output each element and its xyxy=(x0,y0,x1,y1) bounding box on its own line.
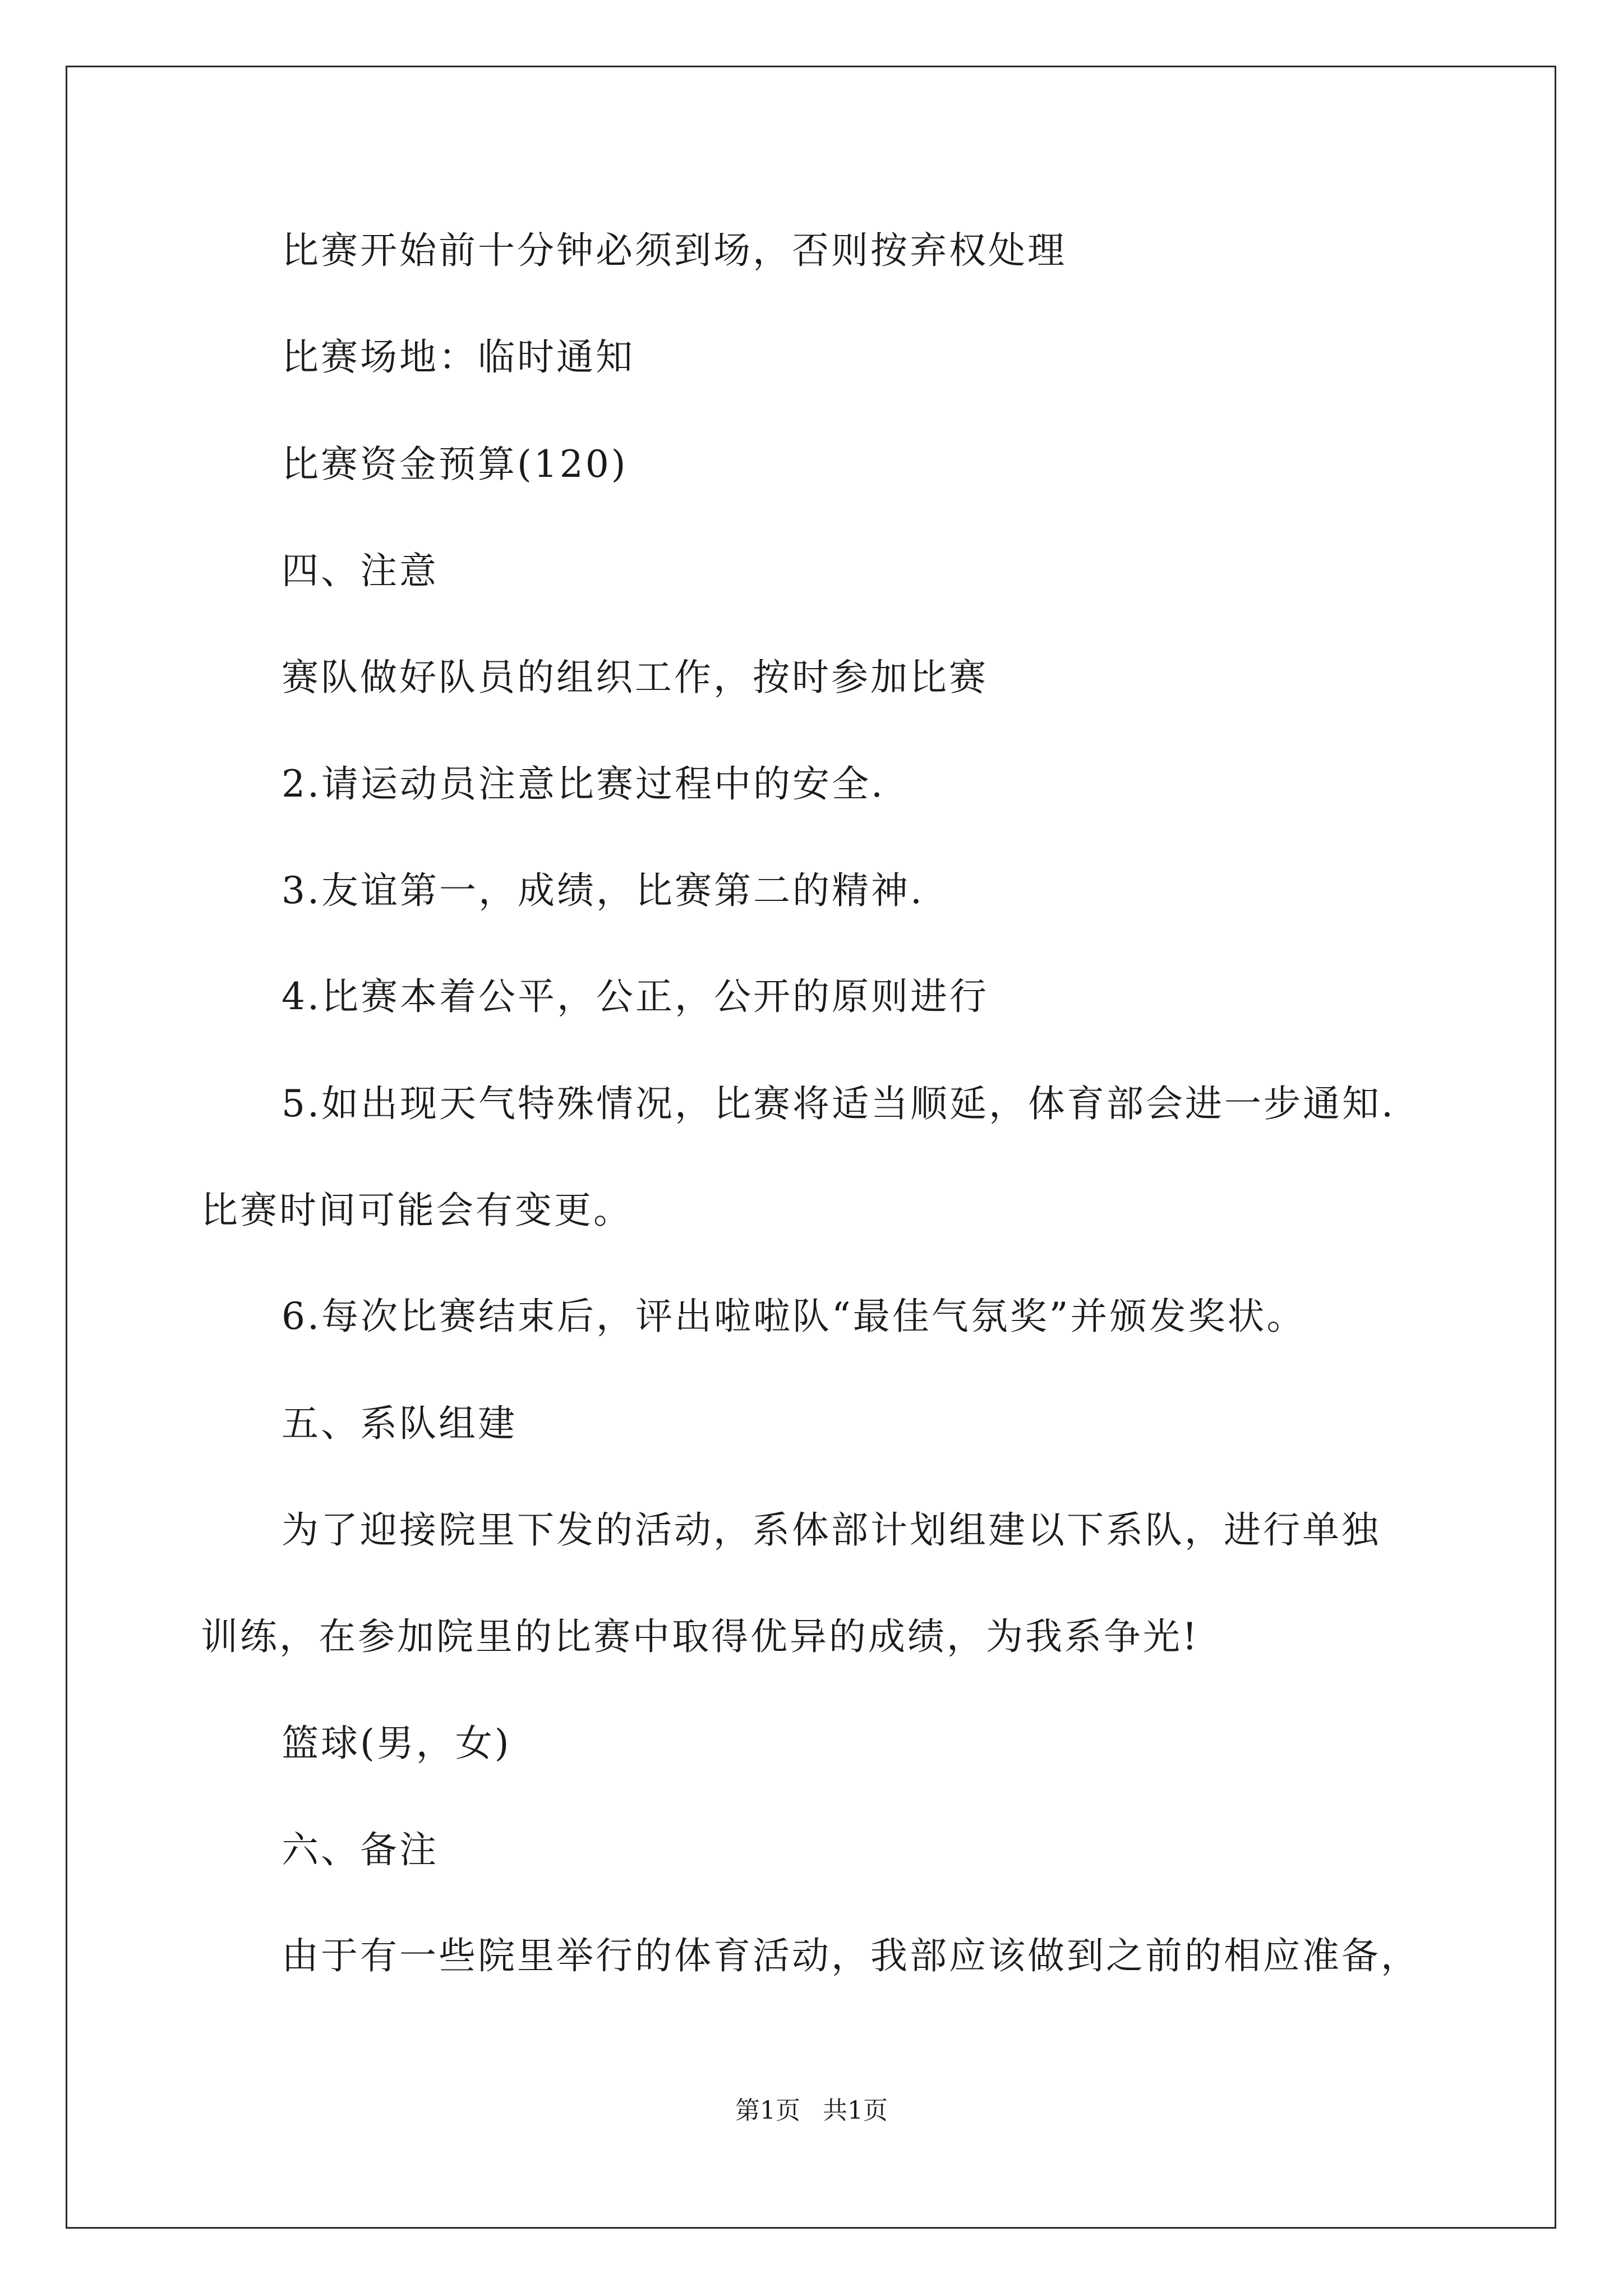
text-line: 3.友谊第一，成绩，比赛第二的精神. xyxy=(282,869,924,912)
section-heading: 四、注意 xyxy=(282,549,439,592)
text-line: 篮球(男，女) xyxy=(282,1722,511,1765)
text-line: 5.如出现天气特殊情况，比赛将适当顺延，体育部会进一步通知. xyxy=(282,1082,1395,1125)
page-number: 第1页 xyxy=(735,2096,800,2125)
page-border xyxy=(66,66,1556,2229)
page-total: 共1页 xyxy=(823,2096,888,2125)
text-line: 比赛开始前十分钟必须到场，否则按弃权处理 xyxy=(282,229,1067,272)
section-heading: 六、备注 xyxy=(282,1828,439,1871)
text-line: 由于有一些院里举行的体育活动，我部应该做到之前的相应准备， xyxy=(282,1934,1420,1977)
text-line: 比赛时间可能会有变更。 xyxy=(201,1189,633,1232)
text-line: 6.每次比赛结束后，评出啦啦队“最佳气氛奖”并颁发奖状。 xyxy=(282,1295,1306,1338)
text-line: 为了迎接院里下发的活动，系体部计划组建以下系队，进行单独 xyxy=(282,1508,1381,1552)
text-line: 比赛资金预算(120) xyxy=(282,443,628,486)
text-line: 训练，在参加院里的比赛中取得优异的成绩，为我系争光! xyxy=(201,1615,1200,1658)
page-footer xyxy=(0,2095,1623,2127)
text-line: 4.比赛本着公平，公正，公开的原则进行 xyxy=(282,975,989,1018)
text-line: 比赛场地：临时通知 xyxy=(282,335,635,379)
text-line: 赛队做好队员的组织工作，按时参加比赛 xyxy=(282,656,988,699)
section-heading: 五、系队组建 xyxy=(282,1402,517,1445)
text-line: 2.请运动员注意比赛过程中的安全. xyxy=(282,762,885,806)
